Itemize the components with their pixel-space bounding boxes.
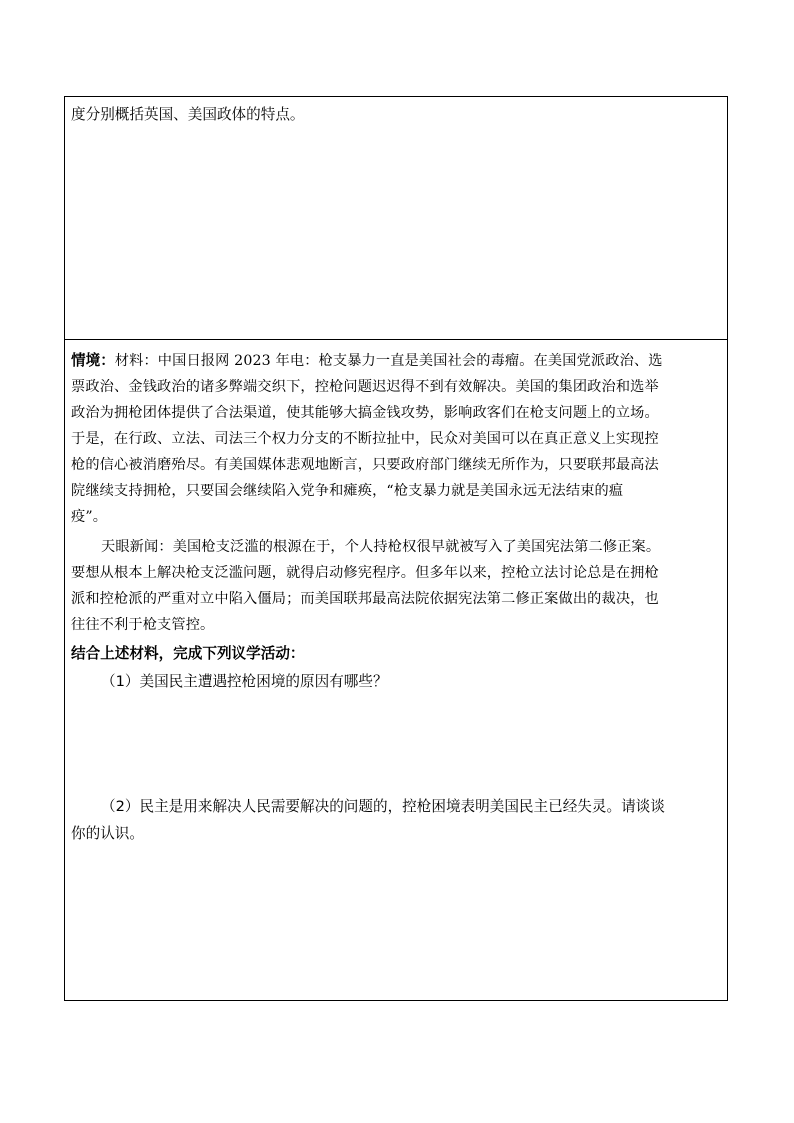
material-line-5: 枪的信心被消磨殆尽。有美国媒体悲观地断言，只要政府部门继续无所作为，只要联邦最高法: [71, 457, 659, 473]
material-line-2: 票政治、金钱政治的诸多弊端交织下，控枪问题迟迟得不到有效解决。美国的集团政治和选举: [71, 379, 659, 395]
question-2-line-2: 你的认识。: [71, 825, 144, 842]
scenario-cell: [65, 340, 727, 1000]
question-continuation: 度分别概括英国、美国政体的特点。: [71, 106, 305, 123]
question-2-line-1: （2）民主是用来解决人民需要解决的问题的，控枪困境表明美国民主已经失灵。请谈谈: [101, 798, 665, 815]
activity-instruction: 结合上述材料，完成下列议学活动：: [71, 645, 305, 662]
material-line-1: 情境：材料：中国日报网 2023 年电：枪支暴力一直是美国社会的毒瘤。在美国党派政治、选: [71, 352, 663, 369]
news-line-1: 天眼新闻：美国枪支泛滥的根源在于，个人持枪权很早就被写入了美国宪法第二修正案。: [101, 539, 661, 555]
material-line-4: 于是，在行政、立法、司法三个权力分支的不断拉扯中，民众对美国可以在真正意义上实现控: [71, 431, 659, 447]
news-line-4: 往往不利于枪支管控。: [71, 617, 215, 633]
news-line-3: 派和控枪派的严重对立中陷入僵局；而美国联邦最高法院依据宪法第二修正案做出的裁决，也: [71, 591, 659, 607]
question-1: （1）美国民主遭遇控枪困境的原因有哪些？: [101, 673, 388, 690]
news-line-2: 要想从根本上解决枪支泛滥问题，就得启动修宪程序。但多年以来，控枪立法讨论总是在拥枪: [71, 565, 659, 581]
material-line-6: 院继续支持拥枪，只要国会继续陷入党争和瘫痪，“枪支暴力就是美国永远无法结束的瘟: [71, 483, 624, 499]
top-answer-cell: [65, 97, 727, 340]
scenario-label: 情境：: [71, 352, 115, 369]
material-line-3: 政治为拥枪团体提供了合法渠道，使其能够大搞金钱攻势，影响政客们在枪支问题上的立场。: [71, 405, 659, 421]
material-line-7: 疫”。: [71, 509, 108, 525]
answer-table: [64, 96, 728, 1001]
